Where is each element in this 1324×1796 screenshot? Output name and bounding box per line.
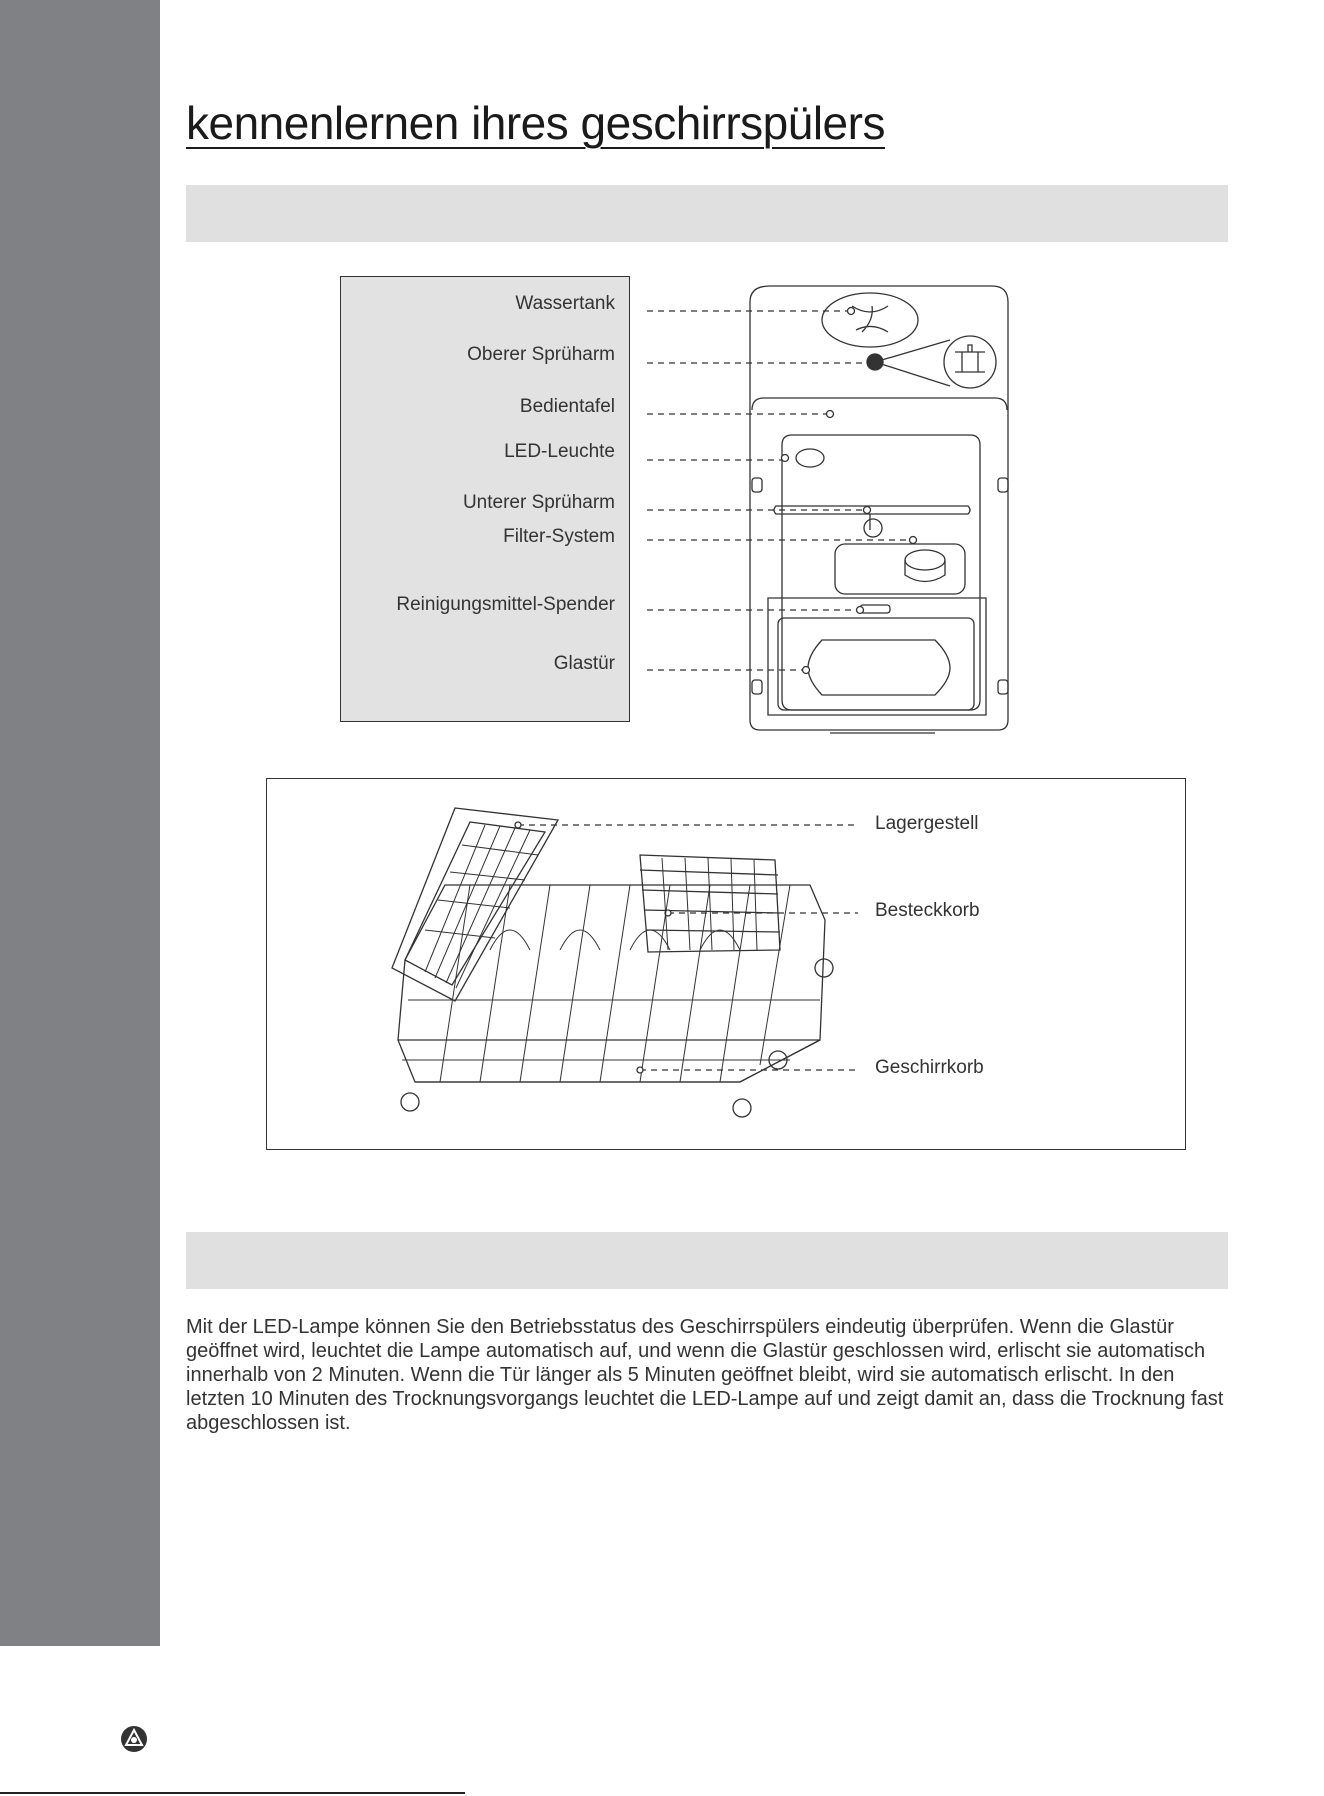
label-unterer-spruharm: Unterer Sprüharm	[462, 492, 615, 513]
label-bedientafel: Bedientafel	[519, 396, 615, 417]
led-description: Mit der LED-Lampe können Sie den Betriebsstatus des Geschirrspülers eindeutig überprüfen. Wenn die Glastür geöffnet wird, leuchtet die Lampe automatisch auf, und wenn die Glastür geschlossen wird, erlischt sie automatisch innerhalb von 2 Minuten. Wenn die Tür länger als 5 Minuten geöffnet bleibt, wird sie automatisch erlischt. In den letzten 10 Minuten des Trocknungsvorgangs leuchtet die LED-Lampe auf und zeigt damit an, dass die Trocknung fast abgeschlossen ist.	[186, 1316, 1224, 1434]
label-lagergestell: Lagergestell	[875, 813, 979, 834]
footer-rule	[0, 1792, 465, 1794]
label-reinigungsmittel-spender: Reinigungsmittel-Spender	[396, 594, 615, 615]
label-besteckkorb: Besteckkorb	[875, 900, 980, 921]
brand-logo-icon	[120, 1725, 148, 1753]
label-wassertank: Wassertank	[515, 293, 615, 314]
rack-leader-lines	[518, 825, 858, 1070]
label-glastuer: Glastür	[553, 653, 615, 674]
label-oberer-spruharm: Oberer Sprüharm	[467, 344, 615, 365]
label-led-leuchte: LED-Leuchte	[504, 441, 615, 462]
page-title: kennenlernen ihres geschirrspülers	[186, 97, 885, 149]
label-geschirrkorb: Geschirrkorb	[875, 1057, 984, 1078]
led-section-header-bar	[186, 1232, 1228, 1289]
label-filter-system: Filter-System	[503, 526, 615, 547]
